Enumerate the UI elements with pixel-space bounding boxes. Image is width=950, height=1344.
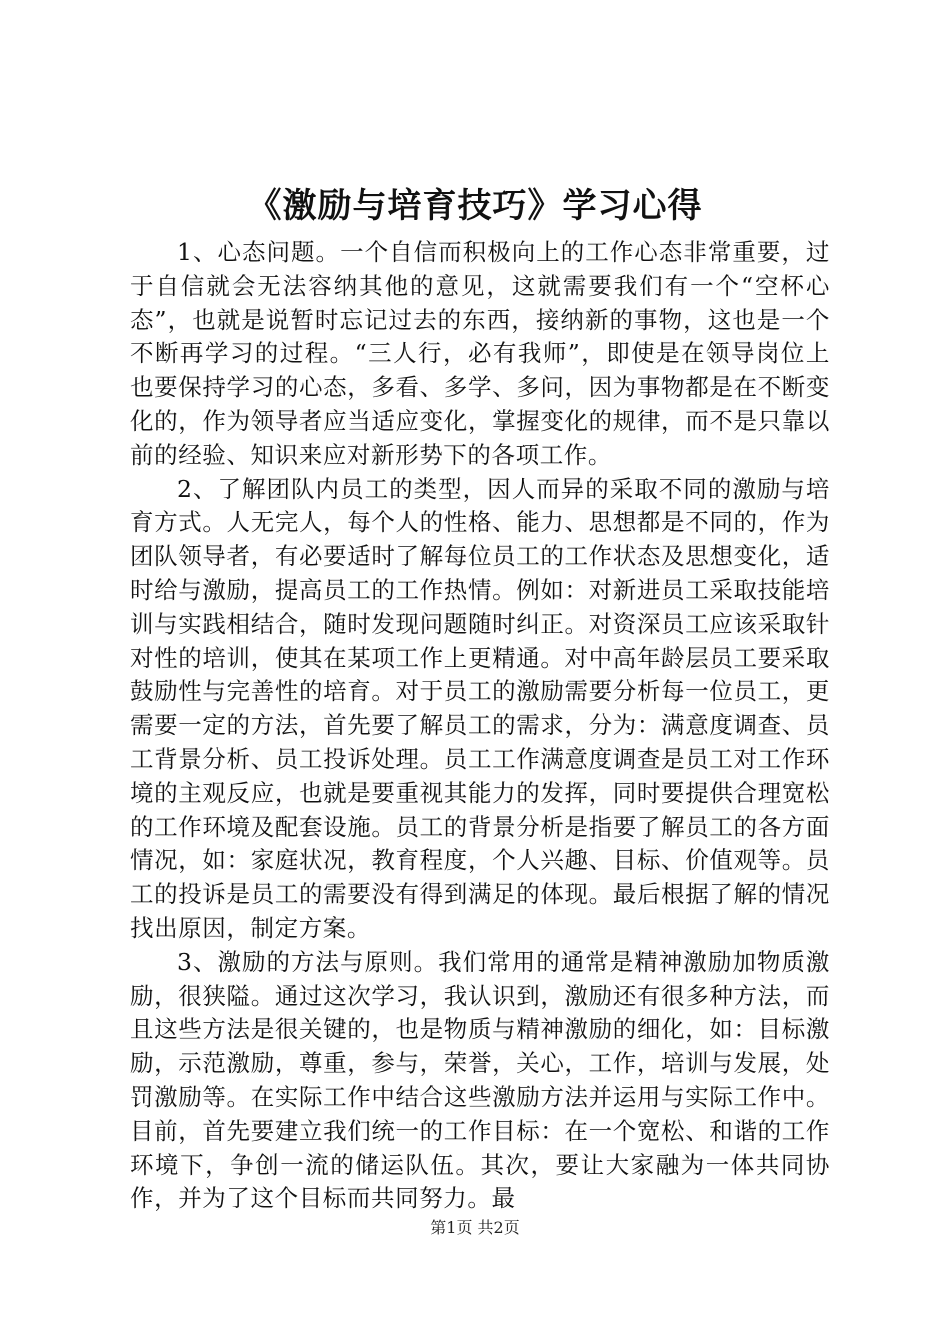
page-number-footer: 第1页 共2页: [430, 1218, 520, 1237]
paragraph-2: 2、了解团队内员工的类型，因人而异的采取不同的激励与培育方式。人无完人，每个人的性格、能力、思想都是不同的，作为团队领导者，有必要适时了解每位员工的工作状态及思想变化，适时给与激励，提高员工的工作热情。例如：对新进员工采取技能培训与实践相结合，随时发现问题随时纠正。对资深员工应该采取针对性的培训，使其在某项工作上更精通。对中高年龄层员工要采取鼓励性与完善性的培育。对于员工的激励需要分析每一位员工，更需要一定的方法，首先要了解员工的需求，分为：满意度调查、员工背景分析、员工投诉处理。员工工作满意度调查是员工对工作环境的主观反应，也就是要重视其能力的发挥，同时要提供合理宽松的工作环境及配套设施。员工的背景分析是指要了解员工的各方面情况，如：家庭状况，教育程度，个人兴趣、目标、价值观等。员工的投诉是员工的需要没有得到满足的体现。最后根据了解的情况找出原因，制定方案。: [130, 474, 830, 942]
document-body: [130, 236, 830, 1216]
document-title: 《激励与培育技巧》学习心得: [247, 186, 703, 226]
paragraph-3: 3、激励的方法与原则。我们常用的通常是精神激励加物质激励，很狭隘。通过这次学习，我认识到，激励还有很多种方法，而且这些方法是很关键的，也是物质与精神激励的细化，如：目标激励，示范激励，尊重，参与，荣誉，关心，工作，培训与发展，处罚激励等。在实际工作中结合这些激励方法并运用与实际工作中。目前，首先要建立我们统一的工作目标：在一个宽松、和谐的工作环境下，争创一流的储运队伍。其次，要让大家融为一体共同协作，并为了这个目标而共同努力。最: [130, 947, 830, 1213]
paragraph-1: 1、心态问题。一个自信而积极向上的工作心态非常重要，过于自信就会无法容纳其他的意见，这就需要我们有一个“空杯心态”，也就是说暂时忘记过去的东西，接纳新的事物，这也是一个不断再学习的过程。“三人行，必有我师”，即使是在领导岗位上也要保持学习的心态，多看、多学、多问，因为事物都是在不断变化的，作为领导者应当适应变化，掌握变化的规律，而不是只靠以前的经验、知识来应对新形势下的各项工作。: [130, 238, 830, 469]
